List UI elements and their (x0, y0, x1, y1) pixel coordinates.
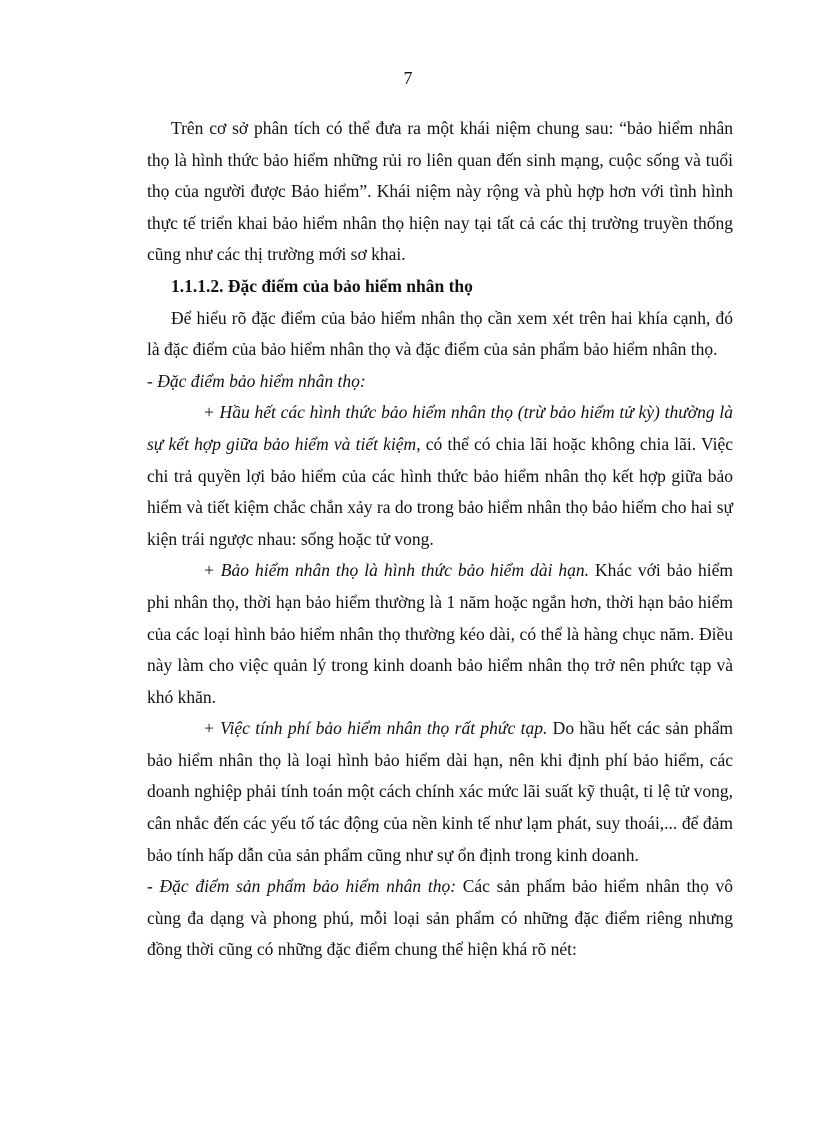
bullet-long-term-italic: + Bảo hiểm nhân thọ là hình thức bảo hiểm dài hạn. (203, 560, 590, 581)
product-features-text: Các sản phẩm bảo hiểm nhân thọ vô cùng đa dạng và phong phú, mỗi loại sản phẩm có những đặc điểm riêng nhưng đồng thời cũng có những đặc điểm chung thể hiện khá rõ nét: (147, 876, 733, 960)
product-features-italic: - Đặc điểm sản phẩm bảo hiểm nhân thọ: (147, 876, 457, 897)
page-number: 7 (403, 68, 413, 88)
bullet-savings-text: , có thể có chia lãi hoặc không chia lãi. Việc chi trả quyền lợi bảo hiểm của các hình thức bảo hiểm nhân thọ kết hợp giữa bảo hiểm và tiết kiệm chắc chắn xảy ra do trong bảo hiểm nhân thọ bảo hiểm cho hai sự kiện trái ngược nhau: sống hoặc tử vong. (147, 433, 733, 549)
bullet-long-term (147, 555, 733, 713)
bullet-long-term-text: Khác với bảo hiểm phi nhân thọ, thời hạn bảo hiểm thường là 1 năm hoặc ngắn hơn, thời hạn bảo hiểm của các loại hình bảo hiểm nhân thọ thường kéo dài, có thể là hàng chục năm. Điều này làm cho việc quản lý trong kinh doanh bảo hiểm nhân thọ trở nên phức tạp và khó khăn. (147, 560, 733, 707)
paragraph-product-features (147, 871, 733, 966)
subheading-insurance-features-text: - Đặc điểm bảo hiểm nhân thọ: (147, 370, 366, 391)
paragraph-definition: Trên cơ sở phân tích có thể đưa ra một khái niệm chung sau: “bảo hiểm nhân thọ là hình thức bảo hiểm những rủi ro liên quan đến sinh mạng, cuộc sống và tuổi thọ của người được Bảo hiểm”. Khái niệm này rộng và phù hợp hơn với tình hình thực tế triển khai bảo hiểm nhân thọ hiện nay tại tất cả các thị trường truyền thống cũng như các thị trường mới sơ khai. (147, 118, 733, 265)
section-heading: 1.1.1.2. Đặc điểm của bảo hiểm nhân thọ (171, 275, 473, 296)
bullet-premium-text: Do hầu hết các sản phẩm bảo hiểm nhân thọ là loại hình bảo hiểm dài hạn, nên khi định phí bảo hiểm, các doanh nghiệp phải tính toán một cách chính xác mức lãi suất kỹ thuật, tỉ lệ tử vong, cân nhắc đến các yếu tố tác động của nền kinh tế như lạm phát, suy thoái,... để đảm bảo tính hấp dẫn của sản phẩm cũng như sự ổn định trong kinh doanh. (147, 718, 733, 865)
bullet-savings (147, 397, 733, 555)
subheading-insurance-features (147, 366, 733, 398)
bullet-premium-italic: + Việc tính phí bảo hiểm nhân thọ rất phức tạp. (203, 718, 548, 739)
bullet-premium (147, 713, 733, 871)
document-body (147, 113, 733, 966)
paragraph-intro: Để hiểu rõ đặc điểm của bảo hiểm nhân thọ cần xem xét trên hai khía cạnh, đó là đặc điểm của bảo hiểm nhân thọ và đặc điểm của sản phẩm bảo hiểm nhân thọ. (147, 307, 733, 360)
bullet-savings-italic: + Hầu hết các hình thức bảo hiểm nhân thọ (trừ bảo hiểm tử kỳ) thường là sự kết hợp giữa bảo hiểm và tiết kiệm (147, 402, 733, 454)
